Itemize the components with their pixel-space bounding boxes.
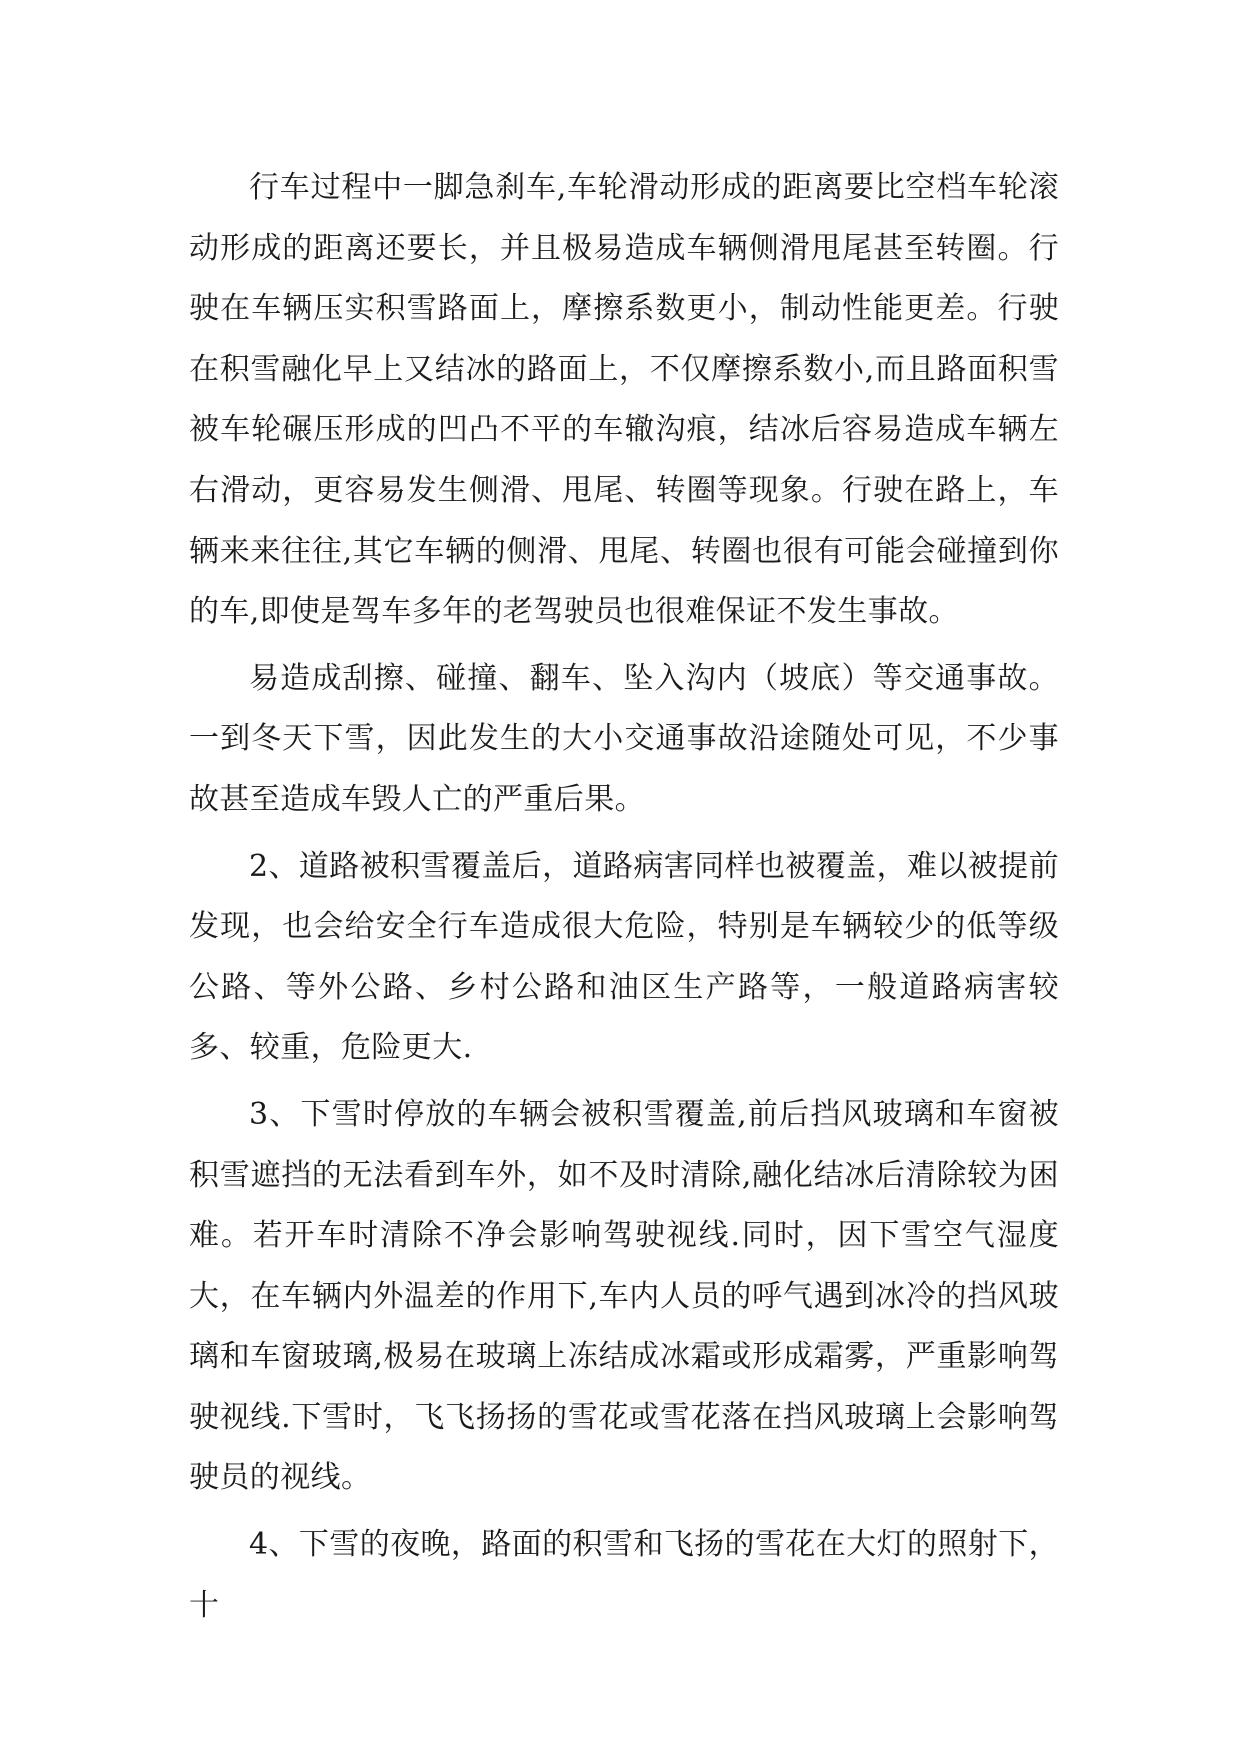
paragraph-braking-distance: 行车过程中一脚急刹车,车轮滑动形成的距离要比空档车轮滚动形成的距离还要长，并且极易造成车辆侧滑甩尾甚至转圈。行驶在车辆压实积雪路面上，摩擦系数更小，制动性能更差。行驶在积雪融化早上又结冰的路面上，不仅摩擦系数小,而且路面积雪被车轮碾压形成的凹凸不平的车辙沟痕，结冰后容易造成车辆左右滑动，更容易发生侧滑、甩尾、转圈等现象。行驶在路上，车辆来来往往,其它车辆的侧滑、甩尾、转圈也很有可能会碰撞到你的车,即使是驾车多年的老驾驶员也很难保证不发生事故。 (189, 170, 1059, 630)
paragraph-accident-types: 易造成刮擦、碰撞、翻车、坠入沟内（坡底）等交通事故。一到冬天下雪，因此发生的大小交通事故沿途随处可见，不少事故甚至造成车毁人亡的严重后果。 (189, 660, 1059, 817)
paragraph-night-snow: 4、下雪的夜晚，路面的积雪和飞扬的雪花在大灯的照射下，十 (189, 1527, 1059, 1623)
document-body (189, 158, 1059, 1636)
paragraph-road-hazards: 2、道路被积雪覆盖后，道路病害同样也被覆盖，难以被提前发现，也会给安全行车造成很大危险，特别是车辆较少的低等级公路、等外公路、乡村公路和油区生产路等，一般道路病害较多、较重，危险更大. (189, 848, 1059, 1066)
paragraph-windshield-visibility: 3、下雪时停放的车辆会被积雪覆盖,前后挡风玻璃和车窗被积雪遮挡的无法看到车外，如不及时清除,融化结冰后清除较为困难。若开车时清除不净会影响驾驶视线.同时，因下雪空气湿度大，在车辆内外温差的作用下,车内人员的呼气遇到冰冷的挡风玻璃和车窗玻璃,极易在玻璃上冻结成冰霜或形成霜雾，严重影响驾驶视线.下雪时，飞飞扬扬的雪花或雪花落在挡风玻璃上会影响驾驶员的视线。 (189, 1096, 1059, 1496)
